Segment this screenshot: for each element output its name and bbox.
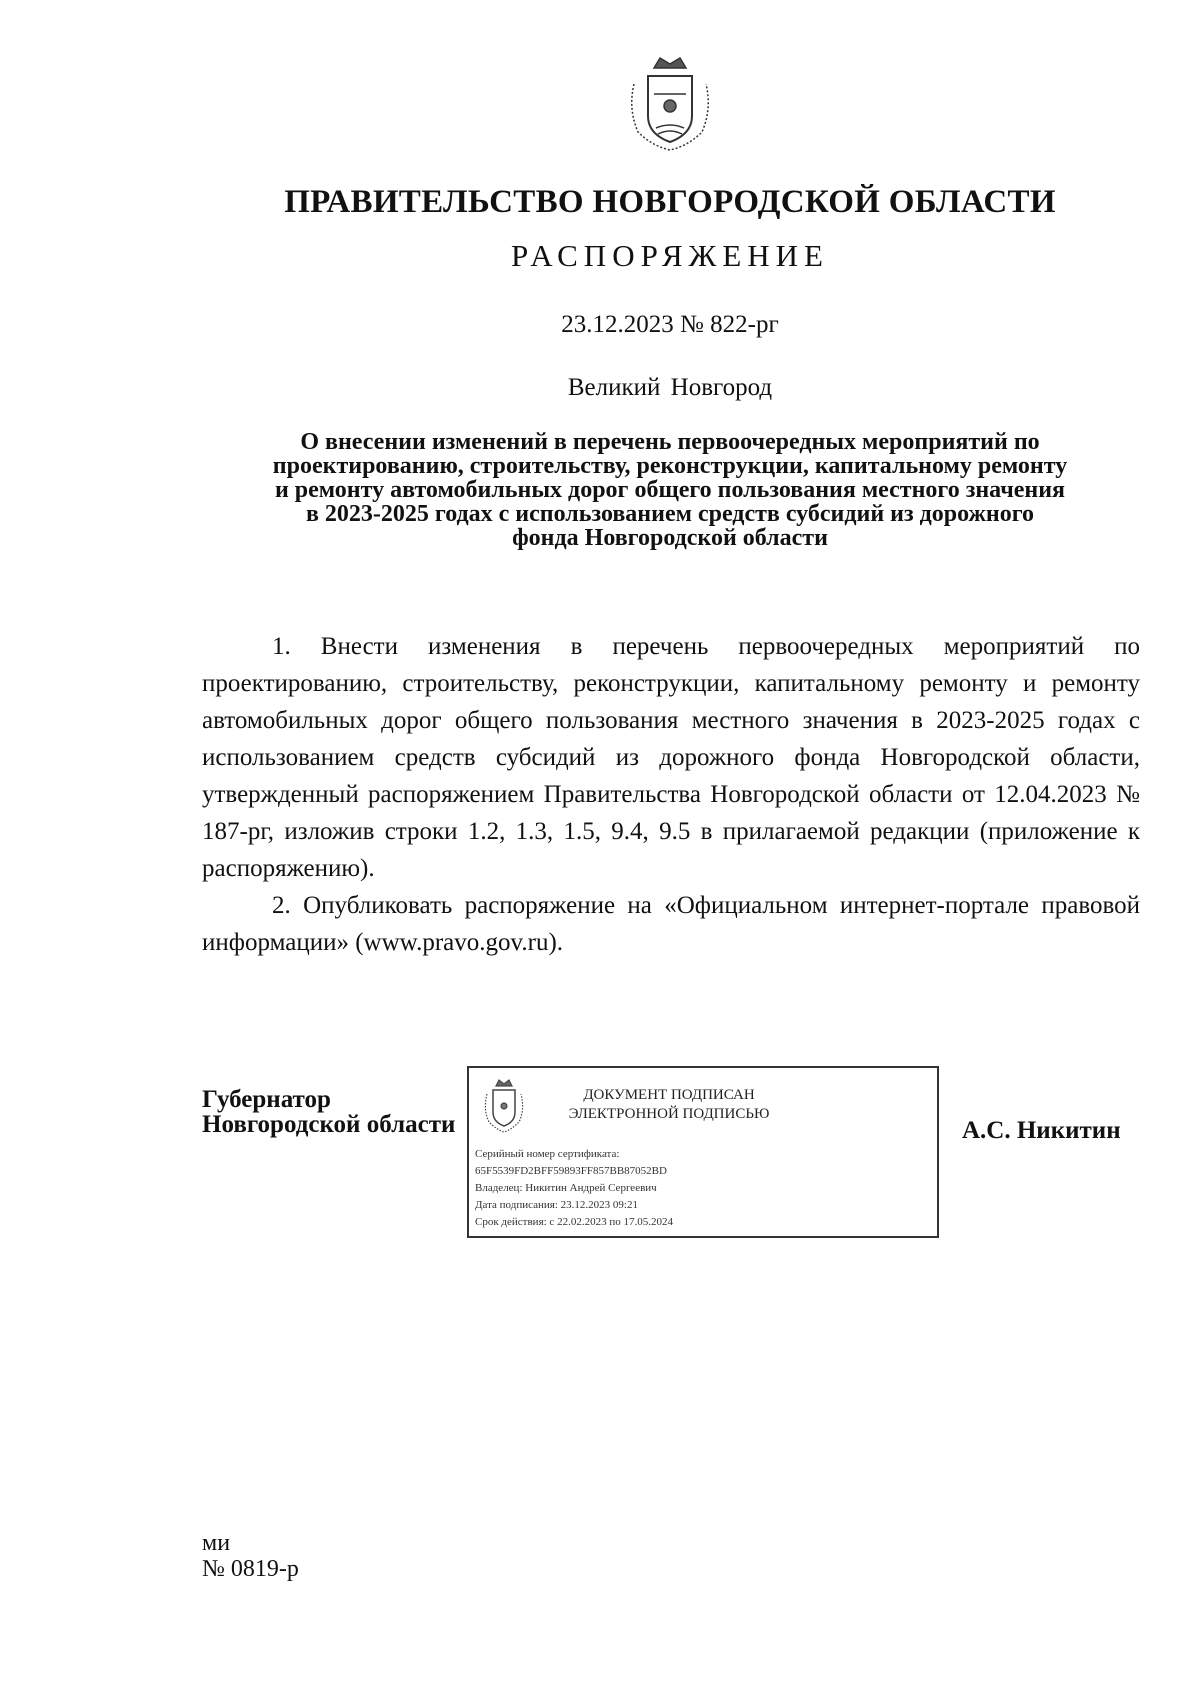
document-subject	[200, 430, 1140, 550]
subject-line: проектированию, строительству, реконструкции, капитальному ремонту	[272, 453, 1068, 479]
subject-line: в 2023-2025 годах с использованием средств субсидий из дорожного	[305, 501, 1035, 527]
document-city: Великий Новгород	[567, 374, 773, 401]
coat-of-arms-icon	[481, 1078, 527, 1134]
footer-number: № 0819-р	[202, 1556, 299, 1582]
subject-line: О внесении изменений в перечень первоочередных мероприятий по	[300, 429, 1040, 455]
signatory-position	[202, 1087, 455, 1137]
paragraph-2: 2. Опубликовать распоряжение на «Официальном интернет-портале правовой информации» (www.pravo.gov.ru).	[202, 892, 1140, 956]
stamp-title-line: ДОКУМЕНТ ПОДПИСАН	[583, 1087, 755, 1103]
stamp-title	[549, 1086, 789, 1124]
paragraph-1: 1. Внести изменения в перечень первоочередных мероприятий по проектированию, строительству, реконструкции, капитальному ремонту и ремонту автомобильных дорог общего пользования местного значения в 2023-2025 годах с использованием средств субсидий из дорожного фонда Новгородской области, утвержденный распоряжением Правительства Новгородской области от 12.04.2023 № 187-рг, изложив строки 1.2, 1.3, 1.5, 9.4, 9.5 в прилагаемой редакции (приложение к распоряжению).	[202, 633, 1140, 882]
stamp-serial-label: Серийный номер сертификата:	[475, 1148, 620, 1160]
stamp-details	[475, 1146, 935, 1231]
stamp-owner: Владелец: Никитин Андрей Сергеевич	[475, 1182, 657, 1194]
signatory-position-line: Губернатор	[202, 1086, 331, 1113]
footer-initials: ми	[202, 1530, 231, 1556]
coat-of-arms-icon	[624, 54, 716, 154]
subject-line: фонда Новгородской области	[512, 525, 828, 551]
stamp-title-line: ЭЛЕКТРОННОЙ ПОДПИСЬЮ	[568, 1106, 770, 1122]
signatory-position-line: Новгородской области	[202, 1111, 456, 1138]
stamp-serial: 65F5539FD2BFF59893FF857BB87052BD	[475, 1165, 667, 1177]
electronic-signature-stamp	[467, 1066, 939, 1238]
document-footer	[202, 1530, 299, 1582]
document-type: РАСПОРЯЖЕНИЕ	[511, 238, 829, 273]
signatory-name: А.С. Никитин	[962, 1117, 1121, 1144]
document-body	[202, 628, 1140, 961]
subject-line: и ремонту автомобильных дорог общего пользования местного значения	[274, 477, 1066, 503]
stamp-validity: Срок действия: с 22.02.2023 по 17.05.2024	[475, 1216, 673, 1228]
organization-title: ПРАВИТЕЛЬСТВО НОВГОРОДСКОЙ ОБЛАСТИ	[284, 184, 1056, 220]
document-date-number: 23.12.2023 № 822-рг	[561, 311, 779, 338]
stamp-signed-date: Дата подписания: 23.12.2023 09:21	[475, 1199, 638, 1211]
